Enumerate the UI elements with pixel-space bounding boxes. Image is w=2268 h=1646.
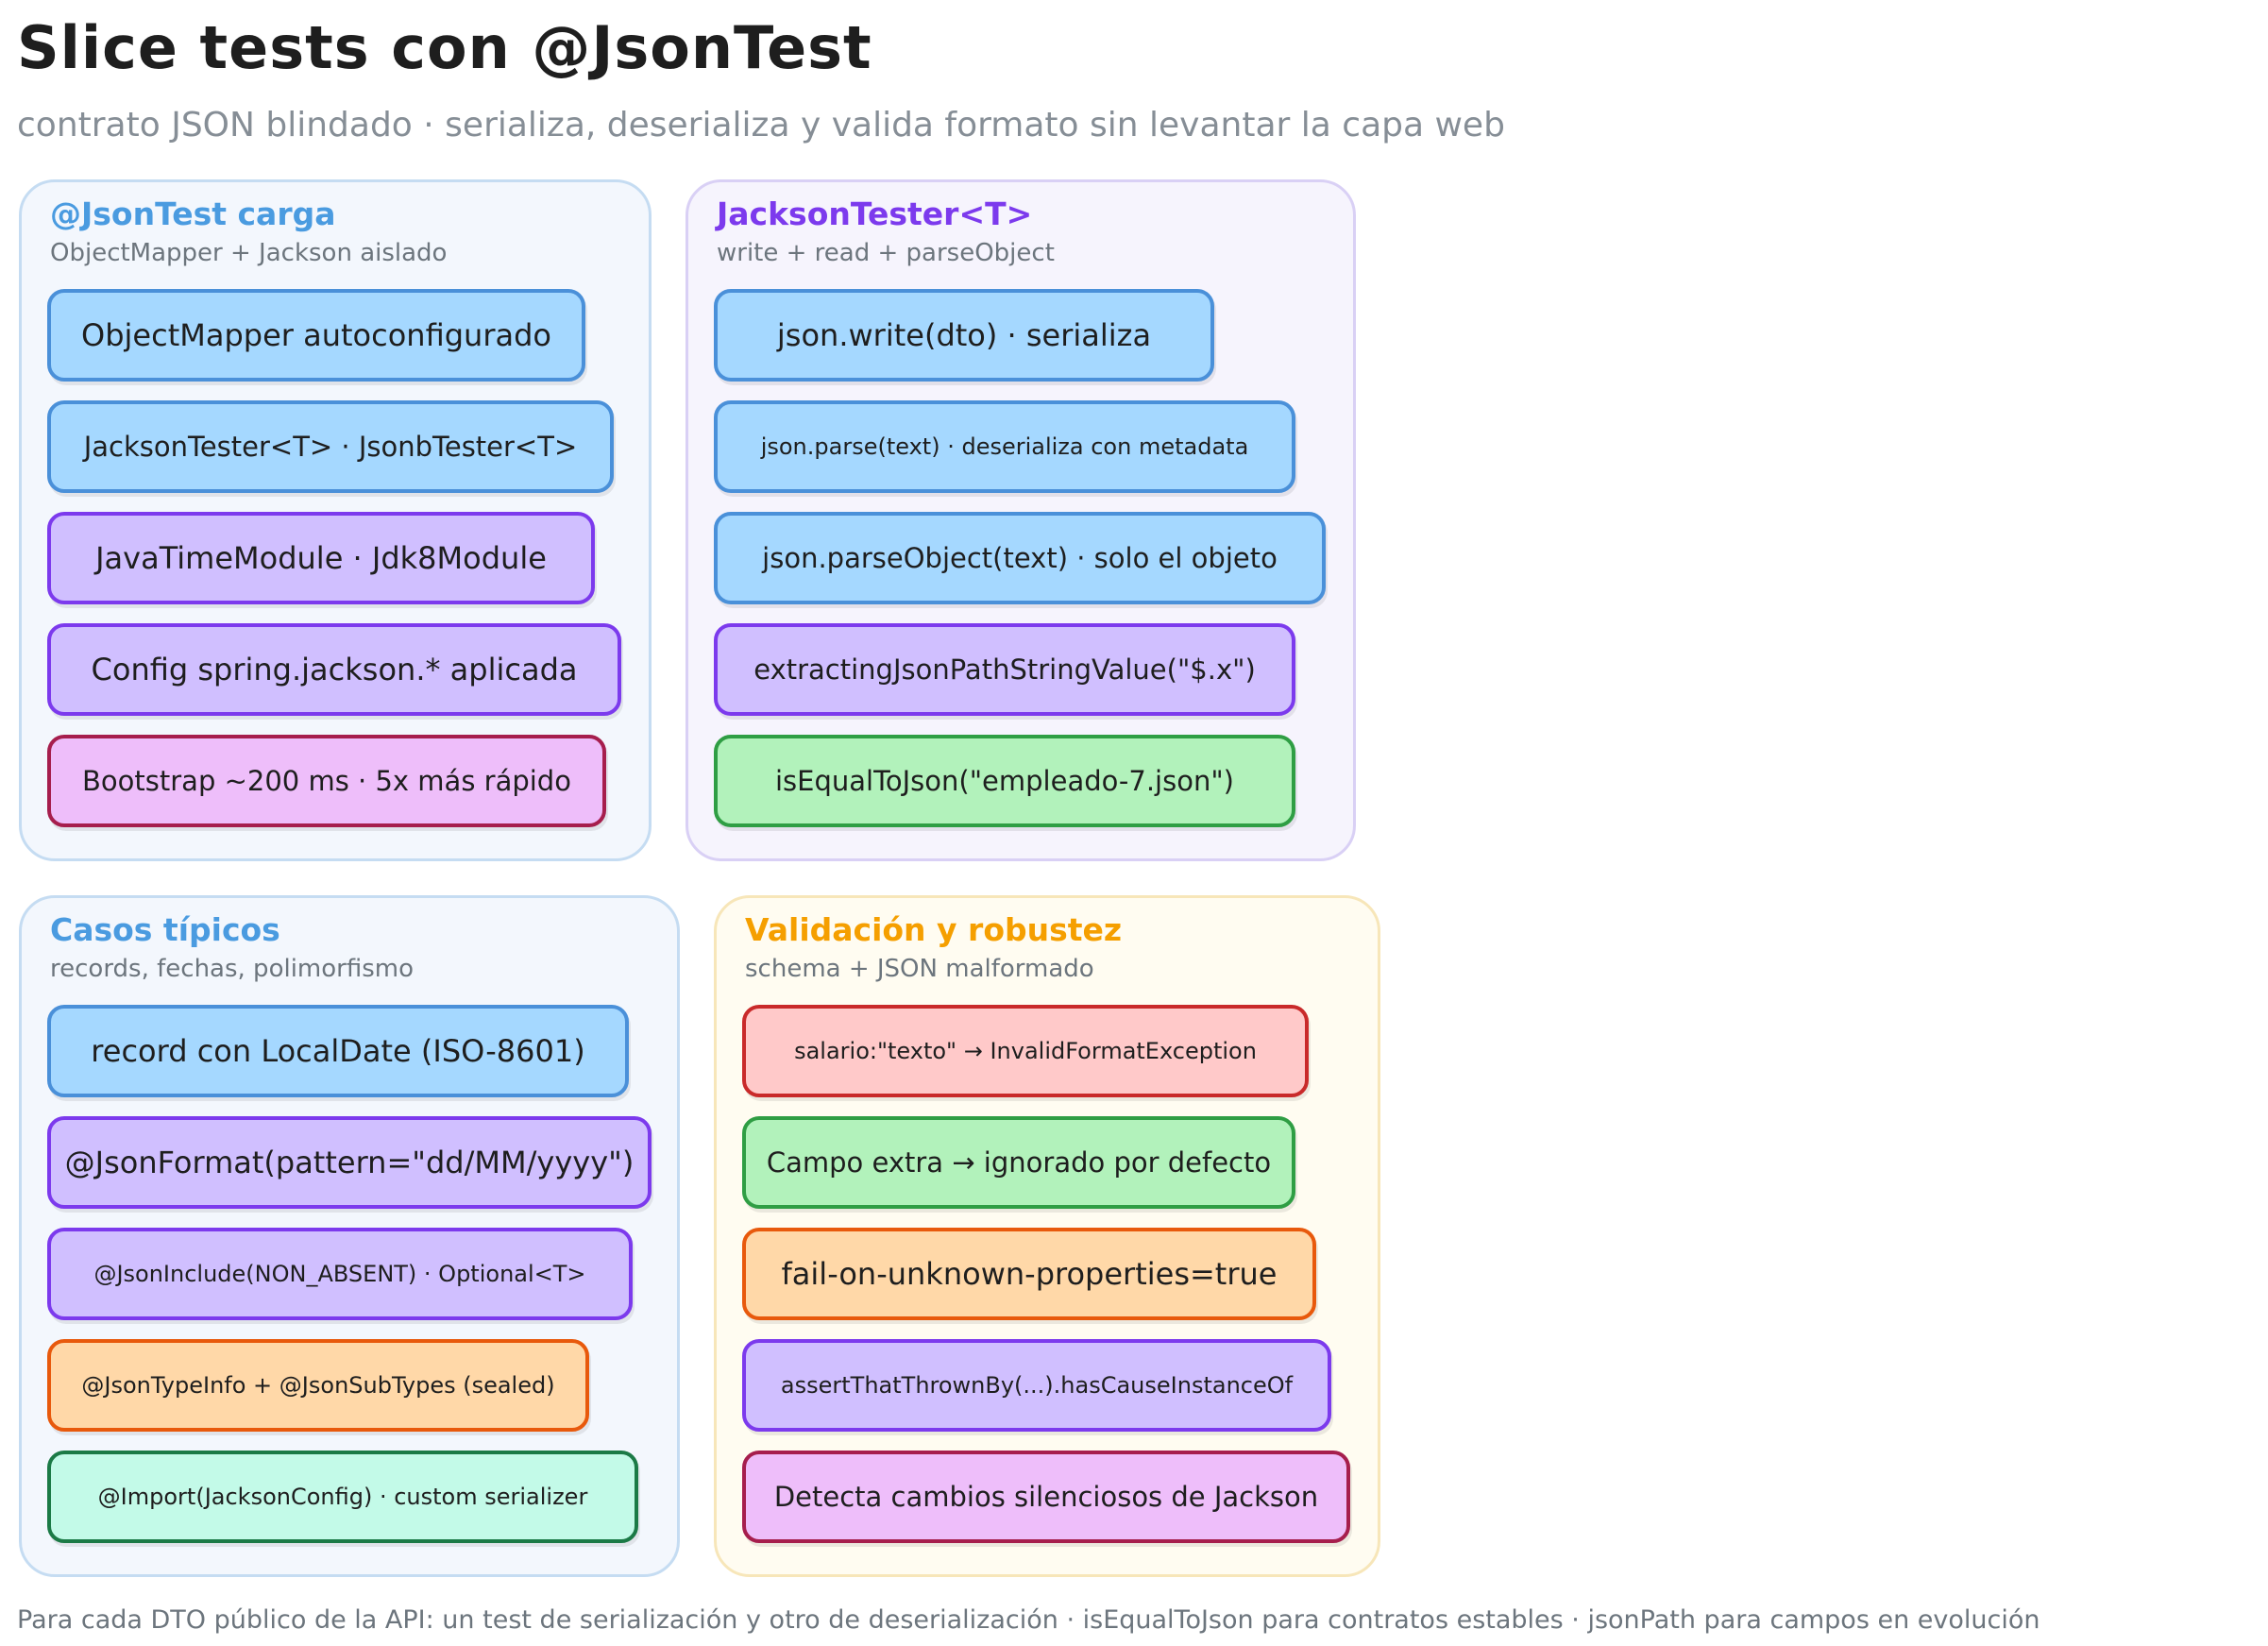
node-assertthatthrownby: assertThatThrownBy(...).hasCauseInstanceOf bbox=[742, 1339, 1331, 1432]
node-jsontypeinfo: @JsonTypeInfo + @JsonSubTypes (sealed) bbox=[47, 1339, 589, 1432]
panel-subtitle: schema + JSON malformado bbox=[745, 955, 1094, 983]
node-detecta-cambios: Detecta cambios silenciosos de Jackson bbox=[742, 1451, 1350, 1543]
node-javatimemodule: JavaTimeModule · Jdk8Module bbox=[47, 512, 595, 604]
node-record-localdate: record con LocalDate (ISO-8601) bbox=[47, 1005, 629, 1097]
node-bootstrap-speed: Bootstrap ~200 ms · 5x más rápido bbox=[47, 735, 606, 827]
node-jsoninclude: @JsonInclude(NON_ABSENT) · Optional<T> bbox=[47, 1228, 633, 1320]
node-jsonformat: @JsonFormat(pattern="dd/MM/yyyy") bbox=[47, 1116, 652, 1209]
panel-subtitle: write + read + parseObject bbox=[717, 239, 1055, 267]
panel-title: Validación y robustez bbox=[745, 911, 1123, 948]
footer-note: Para cada DTO público de la API: un test de serialización y otro de deserialización · isEqualToJson para contratos estables · jsonPath para campos en evolución bbox=[17, 1605, 2040, 1635]
page-subtitle: contrato JSON blindado · serializa, deserializa y valida formato sin levantar la capa web bbox=[17, 106, 1505, 144]
panel-subtitle: records, fechas, polimorfismo bbox=[50, 955, 414, 983]
node-config-spring-jackson: Config spring.jackson.* aplicada bbox=[47, 623, 621, 716]
page-title: Slice tests con @JsonTest bbox=[17, 13, 872, 82]
node-extracting-jsonpath: extractingJsonPathStringValue("$.x") bbox=[714, 623, 1295, 716]
panel-title: @JsonTest carga bbox=[50, 195, 336, 232]
node-jacksontester-jsonbtester: JacksonTester<T> · JsonbTester<T> bbox=[47, 400, 614, 493]
node-json-write: json.write(dto) · serializa bbox=[714, 289, 1214, 382]
node-campo-extra: Campo extra → ignorado por defecto bbox=[742, 1116, 1295, 1209]
panel-subtitle: ObjectMapper + Jackson aislado bbox=[50, 239, 448, 267]
node-json-parseobject: json.parseObject(text) · solo el objeto bbox=[714, 512, 1326, 604]
node-import-jacksonconfig: @Import(JacksonConfig) · custom serializer bbox=[47, 1451, 638, 1543]
node-fail-on-unknown: fail-on-unknown-properties=true bbox=[742, 1228, 1316, 1320]
node-json-parse: json.parse(text) · deserializa con metadata bbox=[714, 400, 1295, 493]
node-invalidformatexception: salario:"texto" → InvalidFormatException bbox=[742, 1005, 1309, 1097]
panel-title: JacksonTester<T> bbox=[717, 195, 1033, 232]
panel-title: Casos típicos bbox=[50, 911, 280, 948]
node-isequaltojson: isEqualToJson("empleado-7.json") bbox=[714, 735, 1295, 827]
node-objectmapper-autoconfigurado: ObjectMapper autoconfigurado bbox=[47, 289, 585, 382]
